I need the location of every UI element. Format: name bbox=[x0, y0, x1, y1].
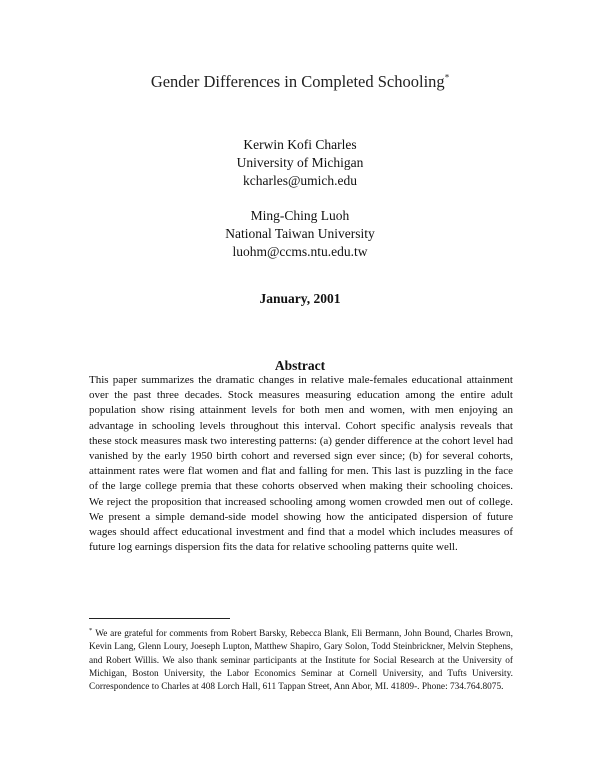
footnote-mark: * bbox=[89, 627, 93, 634]
paper-title bbox=[0, 72, 600, 92]
author-affiliation: National Taiwan University bbox=[225, 226, 375, 241]
title-footnote-mark: * bbox=[444, 72, 450, 83]
footnote-divider bbox=[89, 618, 230, 619]
author-block-2 bbox=[0, 207, 600, 261]
abstract-body: This paper summarizes the dramatic changes in relative male-females educational attainment over the past three decades. Stock measures measuring education among the entire adult population show rising attainment levels for both men and women, with men enjoying an advantage in schooling levels throughout this interval. Cohort specific analysis reveals that these stock measures mask two interesting patterns: (a) gender difference at the cohort level had vanished by the early 1950 birth cohort and reversed sign ever since; (b) for several cohorts, attainment rates were flat women and flat and falling for men. This last is puzzling in the face of the large college premia that these cohorts observed when making their schooling choices. We reject the proposition that increased schooling among women crowded men out of college. We present a simple demand-side model showing how the anticipated dispersion of future wages should affect educational investment and find that a model which includes measures of future log earnings dispersion fits the data for relative schooling patterns quite well. bbox=[89, 374, 513, 554]
author-name: Ming-Ching Luoh bbox=[250, 208, 350, 223]
author-block-1 bbox=[0, 136, 600, 190]
author-name: Kerwin Kofi Charles bbox=[243, 137, 357, 152]
abstract-heading: Abstract bbox=[274, 358, 326, 373]
author-affiliation: University of Michigan bbox=[236, 155, 364, 170]
footnote-text: We are grateful for comments from Robert Barsky, Rebecca Blank, Eli Bermann, John Bound, Charles Brown, Kevin Lang, Glenn Loury, Joeseph Lupton, Matthew Shapiro, Gary Solon, Todd Steinbrickner, Melvin Stephens, and Robert Willis. We also thank seminar participants at the Institute for Social Research at the University of Michigan, Boston University, the Labor Economics Seminar at Cornell University, and Tufts University. Correspondence to Charles at 408 Lorch Hall, 611 Tappan Street, Ann Abor, MI. 41809-. Phone: 734.764.8075. bbox=[89, 629, 513, 692]
author-email: luohm@ccms.ntu.edu.tw bbox=[232, 244, 368, 259]
author-email: kcharles@umich.edu bbox=[242, 173, 358, 188]
footnote bbox=[89, 624, 513, 694]
paper-date: January, 2001 bbox=[259, 291, 341, 306]
paper-title-text: Gender Differences in Completed Schooling bbox=[150, 72, 445, 91]
